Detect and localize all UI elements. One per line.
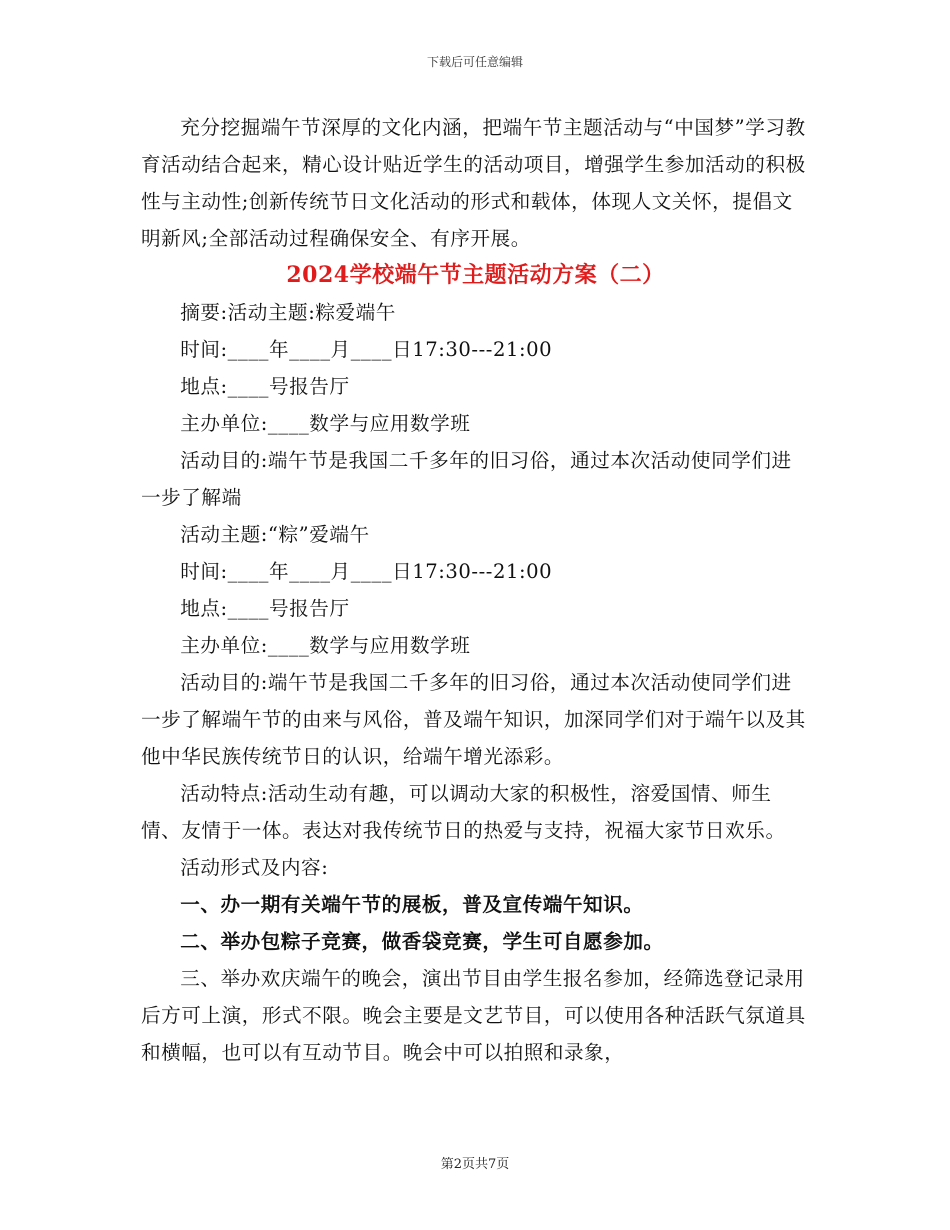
- document-body: [141, 109, 810, 1071]
- paragraph-location: 地点:____号报告厅: [180, 375, 350, 398]
- paragraph-time-2: 时间:____年____月____日17:30---21:00: [180, 560, 553, 583]
- paragraph-organizer: 主办单位:____数学与应用数学班: [180, 412, 471, 435]
- paragraph-theme: 活动主题:“粽”爱端午: [180, 523, 370, 546]
- list-item-gala: 三、举办欢庆端午的晚会，演出节目由学生报名参加，经筛选登记录用后方可上演，形式不限。晚会主要是文艺节目，可以使用各种活跃气氛道具和横幅，也可以有互动节目。晚会中可以拍照和录象，: [141, 967, 806, 1064]
- paragraph-summary: 摘要:活动主题:粽爱端午: [180, 301, 396, 324]
- paragraph-format-heading: 活动形式及内容:: [180, 856, 329, 879]
- intro-paragraph: 充分挖掘端午节深厚的文化内涵，把端午节主题活动与“中国梦”学习教育活动结合起来，精心设计贴近学生的活动项目，增强学生参加活动的积极性与主动性;创新传统节日文化活动的形式和载体，体现人文关怀，提倡文明新风;全部活动过程确保安全、有序开展。: [141, 116, 806, 250]
- paragraph-purpose-short: 活动目的:端午节是我国二千多年的旧习俗，通过本次活动使同学们进一步了解端: [141, 449, 792, 509]
- paragraph-purpose: 活动目的:端午节是我国二千多年的旧习俗，通过本次活动使同学们进一步了解端午节的由来与风俗，普及端午知识，加深同学们对于端午以及其他中华民族传统节日的认识，给端午增光添彩。: [141, 671, 806, 768]
- list-item-exhibition: 一、办一期有关端午节的展板，普及宣传端午知识。: [180, 893, 644, 916]
- list-item-contest: 二、举办包粽子竞赛，做香袋竞赛，学生可自愿参加。: [180, 930, 664, 953]
- page-number: 第2页共7页: [440, 1157, 510, 1172]
- paragraph-time: 时间:____年____月____日17:30---21:00: [180, 338, 553, 361]
- paragraph-location-2: 地点:____号报告厅: [180, 597, 350, 620]
- page-header: 下载后可任意编辑: [426, 55, 523, 69]
- paragraph-features: 活动特点:活动生动有趣，可以调动大家的积极性，溶爱国情、师生情、友情于一体。表达对我传统节日的热爱与支持，祝福大家节日欢乐。: [141, 782, 786, 842]
- paragraph-organizer-2: 主办单位:____数学与应用数学班: [180, 634, 471, 657]
- section-title: 2024学校端午节主题活动方案（二）: [286, 262, 665, 288]
